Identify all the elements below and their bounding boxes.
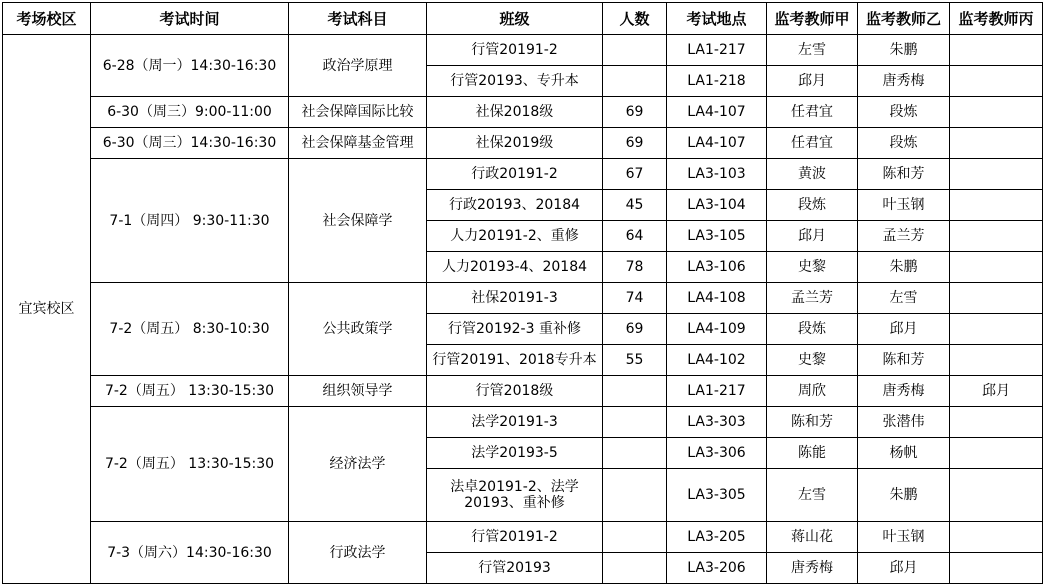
proctor-c-cell [950, 345, 1043, 376]
header-count: 人数 [603, 3, 667, 35]
location-cell: LA4-108 [667, 283, 767, 314]
proctor-a-cell: 段炼 [767, 314, 858, 345]
table-row [3, 159, 1043, 190]
count-cell: 78 [603, 252, 667, 283]
proctor-c-cell [950, 283, 1043, 314]
header-proctor-b: 监考教师乙 [858, 3, 950, 35]
subject-cell: 行政法学 [289, 522, 427, 584]
location-cell: LA3-206 [667, 553, 767, 584]
proctor-a-cell: 周欣 [767, 376, 858, 407]
class-cell: 社保20191-3 [427, 283, 603, 314]
class-cell: 法卓20191-2、法学20193、重补修 [427, 469, 603, 522]
table-row [3, 128, 1043, 159]
exam-time-cell: 7-2（周五） 13:30-15:30 [91, 376, 289, 407]
location-cell: LA4-107 [667, 97, 767, 128]
proctor-b-cell: 段炼 [858, 97, 950, 128]
table-row [3, 376, 1043, 407]
proctor-a-cell: 史黎 [767, 345, 858, 376]
proctor-a-cell: 陈能 [767, 438, 858, 469]
location-cell: LA1-218 [667, 66, 767, 97]
proctor-b-cell: 邱月 [858, 553, 950, 584]
exam-time-cell: 6-30（周三）14:30-16:30 [91, 128, 289, 159]
proctor-b-cell: 陈和芳 [858, 159, 950, 190]
location-cell: LA3-303 [667, 407, 767, 438]
proctor-a-cell: 蒋山花 [767, 522, 858, 553]
exam-time-cell: 7-2（周五） 13:30-15:30 [91, 407, 289, 522]
proctor-a-cell: 邱月 [767, 221, 858, 252]
proctor-a-cell: 孟兰芳 [767, 283, 858, 314]
location-cell: LA1-217 [667, 35, 767, 66]
campus-cell: 宜宾校区 [3, 35, 91, 584]
table-row [3, 35, 1043, 66]
class-cell: 法学20193-5 [427, 438, 603, 469]
class-cell: 行管20193 [427, 553, 603, 584]
proctor-c-cell [950, 469, 1043, 522]
count-cell: 69 [603, 128, 667, 159]
proctor-b-cell: 唐秀梅 [858, 66, 950, 97]
proctor-a-cell: 黄波 [767, 159, 858, 190]
proctor-c-cell [950, 221, 1043, 252]
header-subject: 考试科目 [289, 3, 427, 35]
class-cell: 法学20191-3 [427, 407, 603, 438]
proctor-b-cell: 唐秀梅 [858, 376, 950, 407]
count-cell: 69 [603, 97, 667, 128]
class-cell: 社保2018级 [427, 97, 603, 128]
subject-cell: 政治学原理 [289, 35, 427, 97]
location-cell: LA3-104 [667, 190, 767, 221]
count-cell [603, 407, 667, 438]
proctor-c-cell [950, 159, 1043, 190]
exam-schedule-table [2, 2, 1043, 584]
table-row [3, 97, 1043, 128]
class-cell: 行管2018级 [427, 376, 603, 407]
location-cell: LA3-106 [667, 252, 767, 283]
count-cell: 64 [603, 221, 667, 252]
count-cell: 45 [603, 190, 667, 221]
proctor-c-cell [950, 553, 1043, 584]
proctor-a-cell: 史黎 [767, 252, 858, 283]
proctor-a-cell: 唐秀梅 [767, 553, 858, 584]
proctor-b-cell: 段炼 [858, 128, 950, 159]
header-time: 考试时间 [91, 3, 289, 35]
subject-cell: 社会保障国际比较 [289, 97, 427, 128]
count-cell [603, 553, 667, 584]
proctor-b-cell: 左雪 [858, 283, 950, 314]
proctor-b-cell: 叶玉钢 [858, 522, 950, 553]
proctor-c-cell [950, 190, 1043, 221]
exam-time-cell: 7-2（周五） 8:30-10:30 [91, 283, 289, 376]
header-proctor-c: 监考教师丙 [950, 3, 1043, 35]
proctor-b-cell: 朱鹏 [858, 35, 950, 66]
header-campus: 考场校区 [3, 3, 91, 35]
proctor-c-cell [950, 252, 1043, 283]
exam-time-cell: 7-1（周四） 9:30-11:30 [91, 159, 289, 283]
class-cell: 行管20191-2 [427, 522, 603, 553]
proctor-b-cell: 叶玉钢 [858, 190, 950, 221]
proctor-a-cell: 左雪 [767, 35, 858, 66]
count-cell [603, 522, 667, 553]
class-cell: 人力20191-2、重修 [427, 221, 603, 252]
proctor-c-cell: 邱月 [950, 376, 1043, 407]
subject-cell: 社会保障基金管理 [289, 128, 427, 159]
proctor-b-cell: 邱月 [858, 314, 950, 345]
proctor-b-cell: 朱鹏 [858, 469, 950, 522]
header-proctor-a: 监考教师甲 [767, 3, 858, 35]
proctor-a-cell: 左雪 [767, 469, 858, 522]
count-cell [603, 376, 667, 407]
location-cell: LA4-102 [667, 345, 767, 376]
count-cell: 69 [603, 314, 667, 345]
proctor-c-cell [950, 35, 1043, 66]
exam-time-cell: 6-30（周三）9:00-11:00 [91, 97, 289, 128]
exam-time-cell: 7-3（周六）14:30-16:30 [91, 522, 289, 584]
proctor-b-cell: 张潜伟 [858, 407, 950, 438]
class-cell: 行管20191、2018专升本 [427, 345, 603, 376]
proctor-c-cell [950, 128, 1043, 159]
proctor-c-cell [950, 97, 1043, 128]
header-location: 考试地点 [667, 3, 767, 35]
location-cell: LA1-217 [667, 376, 767, 407]
class-cell: 行管20193、专升本 [427, 66, 603, 97]
table-row [3, 522, 1043, 553]
proctor-c-cell [950, 522, 1043, 553]
count-cell [603, 35, 667, 66]
count-cell: 67 [603, 159, 667, 190]
class-cell: 行管20192-3 重补修 [427, 314, 603, 345]
count-cell: 74 [603, 283, 667, 314]
location-cell: LA3-306 [667, 438, 767, 469]
class-cell: 社保2019级 [427, 128, 603, 159]
proctor-c-cell [950, 66, 1043, 97]
location-cell: LA4-109 [667, 314, 767, 345]
subject-cell: 组织领导学 [289, 376, 427, 407]
class-cell: 人力20193-4、20184 [427, 252, 603, 283]
proctor-a-cell: 陈和芳 [767, 407, 858, 438]
proctor-b-cell: 朱鹏 [858, 252, 950, 283]
location-cell: LA3-103 [667, 159, 767, 190]
header-row [3, 3, 1043, 35]
subject-cell: 社会保障学 [289, 159, 427, 283]
proctor-b-cell: 陈和芳 [858, 345, 950, 376]
proctor-c-cell [950, 314, 1043, 345]
location-cell: LA3-205 [667, 522, 767, 553]
class-cell: 行政20191-2 [427, 159, 603, 190]
exam-time-cell: 6-28（周一）14:30-16:30 [91, 35, 289, 97]
subject-cell: 公共政策学 [289, 283, 427, 376]
location-cell: LA4-107 [667, 128, 767, 159]
proctor-c-cell [950, 438, 1043, 469]
proctor-a-cell: 段炼 [767, 190, 858, 221]
table-row [3, 283, 1043, 314]
class-cell: 行管20191-2 [427, 35, 603, 66]
class-cell: 行政20193、20184 [427, 190, 603, 221]
count-cell [603, 469, 667, 522]
subject-cell: 经济法学 [289, 407, 427, 522]
proctor-a-cell: 邱月 [767, 66, 858, 97]
count-cell: 55 [603, 345, 667, 376]
proctor-a-cell: 任君宜 [767, 97, 858, 128]
proctor-a-cell: 任君宜 [767, 128, 858, 159]
proctor-c-cell [950, 407, 1043, 438]
proctor-b-cell: 杨帆 [858, 438, 950, 469]
location-cell: LA3-105 [667, 221, 767, 252]
location-cell: LA3-305 [667, 469, 767, 522]
count-cell [603, 66, 667, 97]
header-class: 班级 [427, 3, 603, 35]
proctor-b-cell: 孟兰芳 [858, 221, 950, 252]
table-row [3, 407, 1043, 438]
count-cell [603, 438, 667, 469]
